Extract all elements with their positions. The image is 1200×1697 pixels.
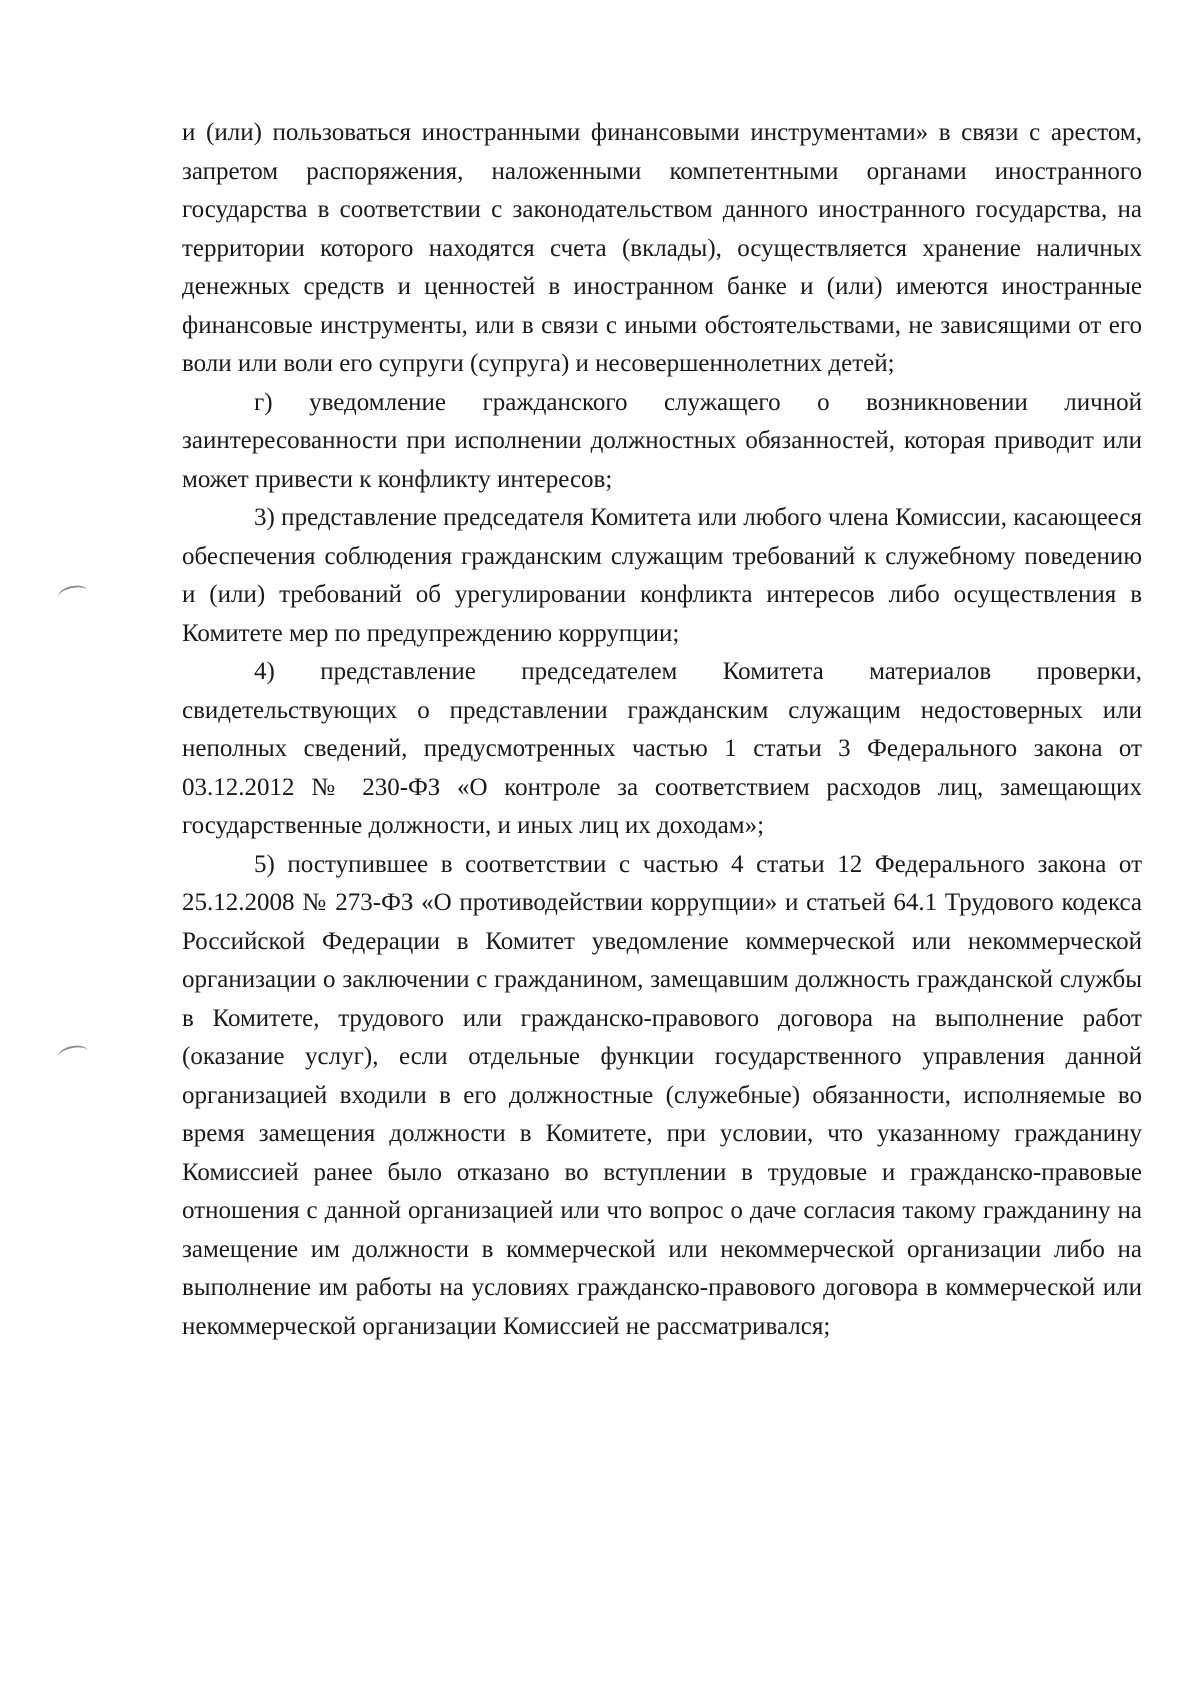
scan-mark-top xyxy=(57,583,90,605)
paragraph-item-g: г) уведомление гражданского служащего о возникновении личной заинтересованности при исполнении должностных обязанностей, которая приводит или может привести к конфликту интересов; xyxy=(182,388,1142,493)
scan-mark-bottom xyxy=(57,1043,90,1065)
paragraph-item-5: 5) поступившее в соответствии с частью 4 статьи 12 Федерального закона от 25.12.2008 № 273-ФЗ «О противодействии коррупции» и статьей 64.1 Трудового кодекса Российской Федерации в Комитет уведомление коммерческой или некоммерческой организации о заключении с гражданином, замещавшим должность гражданской службы в Комитете, трудового или гражданско-правового договора на выполнение работ (оказание услуг), если отдельные функции государственного управления данной организацией входили в его должностные (служебные) обязанности, исполняемые во время замещения должности в Комитете, при условии, что указанному гражданину Комиссией ранее было отказано во вступлении в трудовые и гражданско-правовые отношения с данной организацией или что вопрос о даче согласия такому гражданину на замещение им должности в коммерческой или некоммерческой организации либо на выполнение им работы на условиях гражданско-правового договора в коммерческой или некоммерческой организации Комиссией не рассматривался; xyxy=(182,850,1142,1340)
document-page xyxy=(182,114,1142,1346)
paragraph-item-4: 4) представление председателем Комитета материалов проверки, свидетельствующих о представлении гражданским служащим недостоверных или неполных сведений, предусмотренных частью 1 статьи 3 Федерального закона от 03.12.2012 № 230-ФЗ «О контроле за соответствием расходов лиц, замещающих государственные должности, и иных лиц их доходам»; xyxy=(182,658,1142,839)
paragraph-continuation: и (или) пользоваться иностранными финансовыми инструментами» в связи с арестом, запретом распоряжения, наложенными компетентными органами иностранного государства в соответствии с законодательством данного иностранного государства, на территории которого находятся счета (вклады), осуществляется хранение наличных денежных средств и ценностей в иностранном банке и (или) имеются иностранные финансовые инструменты, или в связи с иными обстоятельствами, не зависящими от его воли или воли его супруги (супруга) и несовершеннолетних детей; xyxy=(182,119,1142,377)
paragraph-item-3: 3) представление председателя Комитета или любого члена Комиссии, касающееся обеспечения соблюдения гражданским служащим требований к служебному поведению и (или) требований об урегулировании конфликта интересов либо осуществления в Комитете мер по предупреждению коррупции; xyxy=(182,504,1142,647)
